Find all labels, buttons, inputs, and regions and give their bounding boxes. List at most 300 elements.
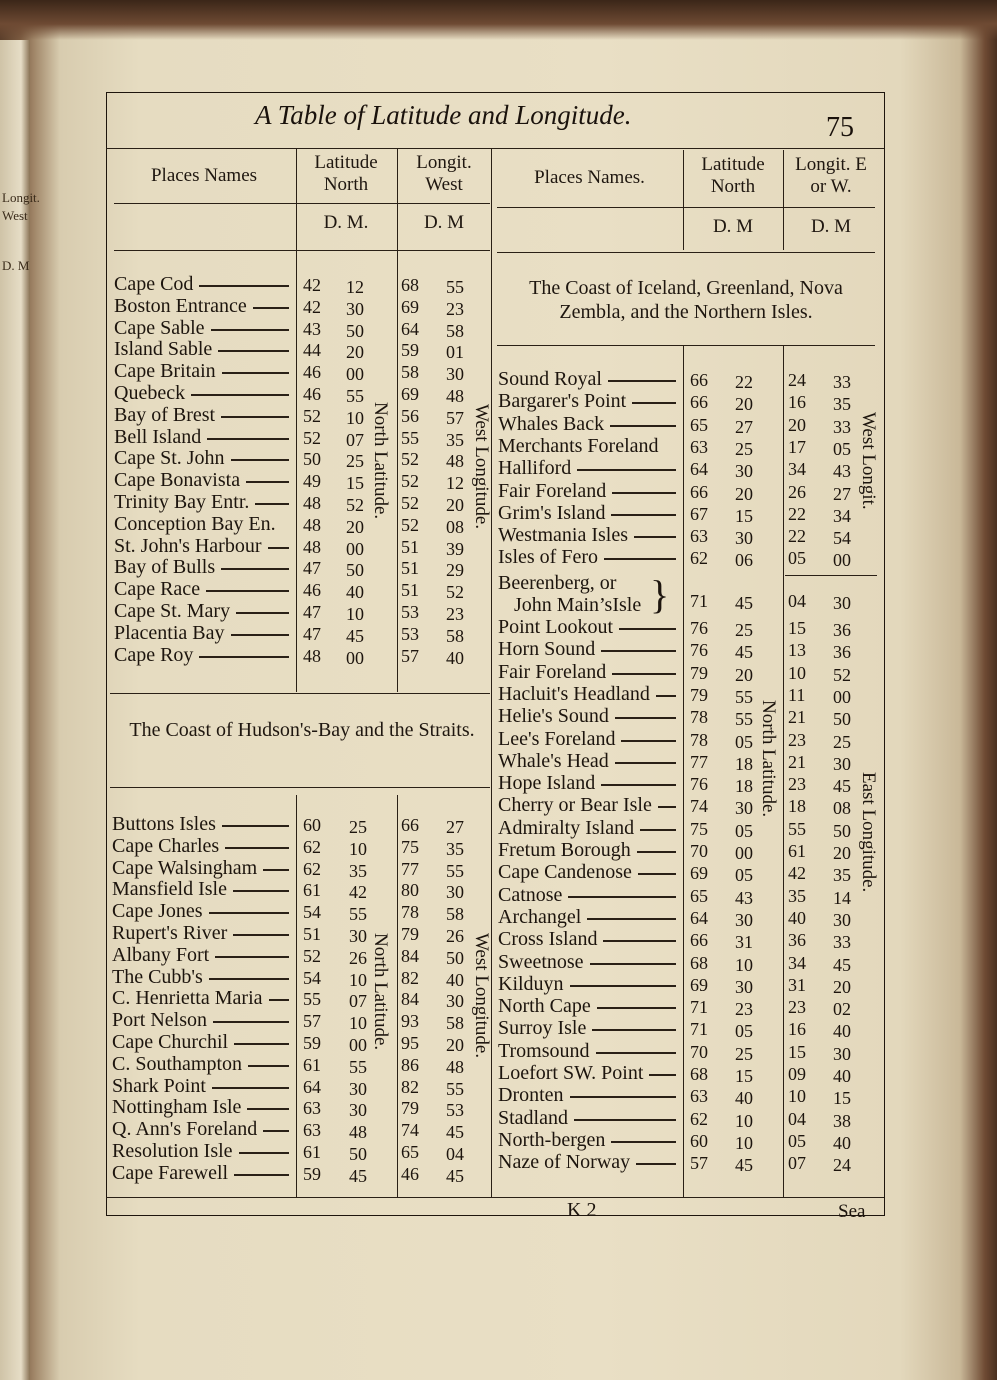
longitude-degrees: 79 <box>401 924 419 944</box>
leader-dash <box>597 1007 676 1009</box>
facing-page-label: D. M <box>2 258 30 273</box>
longitude-degrees: 34 <box>788 459 806 480</box>
longitude-degrees: 64 <box>401 318 419 339</box>
longitude-minutes: 36 <box>833 620 851 640</box>
latitude-degrees: 61 <box>303 880 321 901</box>
place-name: Bargarer's Point <box>498 390 627 413</box>
longitude-degrees: 20 <box>788 414 806 435</box>
place-name: Sound Royal <box>498 368 602 390</box>
leader-dash <box>568 896 676 898</box>
latitude-minutes: 18 <box>735 776 753 797</box>
latitude-degrees: 78 <box>690 729 708 750</box>
latitude-degrees: 67 <box>690 503 708 524</box>
place-name: Hacluit's Headland <box>498 682 650 705</box>
longitude-degrees: 52 <box>401 514 419 535</box>
longitude-minutes: 20 <box>833 843 851 863</box>
latitude-degrees: 71 <box>690 591 708 611</box>
longitude-degrees: 46 <box>401 1163 419 1184</box>
latitude-degrees: 65 <box>690 885 708 906</box>
longitude-degrees: 05 <box>788 1130 806 1151</box>
latitude-minutes: 05 <box>735 865 753 886</box>
rule <box>114 203 490 204</box>
latitude-minutes: 06 <box>735 550 753 571</box>
latitude-degrees: 59 <box>303 1033 321 1053</box>
place-name: Loefort SW. Point <box>498 1062 644 1084</box>
longitude-minutes: 24 <box>833 1155 851 1176</box>
place-name: Conception Bay En. <box>114 512 276 535</box>
longitude-minutes: 30 <box>833 1043 851 1064</box>
longitude-minutes: 35 <box>446 429 464 450</box>
leader-dash <box>234 1174 289 1176</box>
latitude-degrees: 78 <box>690 707 708 728</box>
latitude-degrees: 68 <box>690 952 708 973</box>
latitude-minutes: 07 <box>346 429 364 450</box>
section-heading-iceland: The Coast of Iceland, Greenland, Nova Zembla, and the Northern Isles. <box>529 277 843 323</box>
place-name: Bell Island <box>114 425 202 448</box>
place-name: Rupert's River <box>112 922 228 944</box>
leader-dash <box>269 999 290 1001</box>
latitude-degrees: 71 <box>690 1019 708 1040</box>
rule <box>785 575 877 576</box>
leader-dash <box>206 590 289 592</box>
place-name: North Cape <box>498 995 591 1018</box>
latitude-minutes: 55 <box>349 904 367 925</box>
place-name: Cape Cod <box>114 273 194 295</box>
place-name: Horn Sound <box>498 638 596 661</box>
longitude-minutes: 57 <box>446 407 464 428</box>
longitude-minutes: 33 <box>833 932 851 953</box>
latitude-degrees: 42 <box>303 275 321 295</box>
latitude-degrees: 77 <box>690 751 708 772</box>
longitude-degrees: 53 <box>401 623 419 644</box>
place-name: Surroy Isle <box>498 1017 587 1040</box>
longitude-minutes: 35 <box>833 865 851 886</box>
longitude-degrees: 61 <box>788 841 806 861</box>
latitude-degrees: 54 <box>303 902 321 923</box>
latitude-minutes: 30 <box>349 1078 367 1099</box>
place-name: Bay of Brest <box>114 403 216 426</box>
leader-dash <box>640 829 676 831</box>
latitude-degrees: 47 <box>303 558 321 579</box>
leader-dash <box>225 847 289 849</box>
latitude-minutes: 10 <box>346 604 364 624</box>
place-name: North-bergen <box>498 1128 606 1151</box>
place-name: Admiralty Island <box>498 816 635 839</box>
latitude-degrees: 46 <box>303 384 321 404</box>
place-name: Cape Sable <box>114 316 205 339</box>
vertical-label-west-longitude: West Longitude. <box>471 404 492 530</box>
leader-dash <box>231 459 289 461</box>
longitude-degrees: 23 <box>788 729 806 750</box>
column-rule <box>683 150 684 250</box>
longitude-minutes: 23 <box>446 604 464 624</box>
leader-dash <box>632 402 676 404</box>
longitude-degrees: 05 <box>788 548 806 569</box>
longitude-degrees: 35 <box>788 885 806 906</box>
place-name: Dronten <box>498 1084 564 1107</box>
longitude-minutes: 14 <box>833 887 851 908</box>
leader-dash <box>253 307 289 309</box>
longitude-minutes: 43 <box>833 461 851 482</box>
place-name: Cape Roy <box>114 643 194 666</box>
latitude-degrees: 43 <box>303 318 321 339</box>
leader-dash <box>231 634 289 636</box>
latitude-degrees: 66 <box>690 481 708 502</box>
latitude-degrees: 60 <box>303 815 321 835</box>
place-name: Cape Race <box>114 578 201 601</box>
place-name: C. Southampton <box>112 1052 243 1075</box>
latitude-degrees: 50 <box>303 449 321 470</box>
place-name: St. John's Harbour <box>114 534 262 557</box>
leader-dash <box>222 825 289 827</box>
column-rule <box>296 795 297 1197</box>
longitude-degrees: 78 <box>401 902 419 923</box>
place-name: Cape St. Mary <box>114 600 231 622</box>
longitude-minutes: 27 <box>446 817 464 837</box>
latitude-minutes: 25 <box>346 451 364 472</box>
latitude-degrees: 60 <box>690 1130 708 1151</box>
column-rule <box>397 795 398 1197</box>
rule <box>497 252 875 253</box>
latitude-degrees: 62 <box>690 548 708 569</box>
latitude-degrees: 74 <box>690 796 708 817</box>
leader-dash <box>215 956 289 958</box>
place-name: Westmania Isles <box>498 524 629 547</box>
longitude-minutes: 40 <box>446 969 464 990</box>
leader-dash <box>212 1087 289 1089</box>
longitude-minutes: 34 <box>833 505 851 526</box>
place-name: Cape Bonavista <box>114 469 241 492</box>
place-name: Cape Britain <box>114 360 216 383</box>
page-number: 75 <box>826 112 854 143</box>
longitude-degrees: 68 <box>401 275 419 295</box>
longitude-degrees: 95 <box>401 1033 419 1053</box>
place-name: Tromsound <box>498 1039 590 1062</box>
leader-dash <box>263 869 289 871</box>
latitude-minutes: 15 <box>735 505 753 526</box>
longitude-degrees: 15 <box>788 1041 806 1062</box>
latitude-degrees: 47 <box>303 623 321 644</box>
vertical-label-north-latitude: North Latitude. <box>370 402 391 520</box>
longitude-minutes: 52 <box>446 582 464 603</box>
place-name: Cherry or Bear Isle <box>498 794 652 817</box>
leader-dash <box>209 978 289 980</box>
place-name: Cape Churchil <box>112 1031 229 1053</box>
longitude-degrees: 16 <box>788 392 806 413</box>
latitude-minutes: 15 <box>735 1066 753 1086</box>
latitude-minutes: 45 <box>735 1155 753 1176</box>
latitude-degrees: 64 <box>303 1076 321 1097</box>
longitude-degrees: 23 <box>788 774 806 795</box>
column-rule <box>783 345 784 1197</box>
place-name: Cross Island <box>498 928 598 951</box>
latitude-minutes: 10 <box>735 1132 753 1153</box>
longitude-degrees: 53 <box>401 602 419 622</box>
longitude-degrees: 84 <box>401 945 419 966</box>
latitude-degrees: 48 <box>303 645 321 666</box>
latitude-minutes: 20 <box>735 664 753 685</box>
leader-dash <box>207 438 289 440</box>
latitude-minutes: 26 <box>349 947 367 968</box>
latitude-degrees: 46 <box>303 362 321 383</box>
leader-dash <box>199 285 289 287</box>
latitude-minutes: 25 <box>735 1043 753 1064</box>
longitude-degrees: 82 <box>401 967 419 988</box>
vertical-label-east-longitude: East Longitude. <box>858 772 879 893</box>
leader-dash <box>634 536 676 538</box>
longitude-degrees: 59 <box>401 340 419 361</box>
latitude-degrees: 69 <box>690 974 708 995</box>
latitude-degrees: 64 <box>690 459 708 480</box>
latitude-minutes: 45 <box>735 593 753 613</box>
longitude-degrees: 56 <box>401 405 419 426</box>
latitude-minutes: 30 <box>735 909 753 930</box>
place-name: Cape Jones <box>112 900 203 923</box>
rule <box>106 148 884 149</box>
latitude-minutes: 45 <box>349 1165 367 1186</box>
place-name: Archangel <box>498 905 582 928</box>
latitude-degrees: 63 <box>303 1120 321 1141</box>
leader-dash <box>587 918 676 920</box>
latitude-degrees: 76 <box>690 618 708 638</box>
latitude-minutes: 30 <box>735 798 753 819</box>
longitude-minutes: 55 <box>446 277 464 297</box>
longitude-degrees: 58 <box>401 362 419 383</box>
longitude-minutes: 30 <box>446 882 464 903</box>
latitude-degrees: 48 <box>303 514 321 535</box>
latitude-minutes: 30 <box>735 528 753 549</box>
leader-dash <box>236 612 289 614</box>
longitude-minutes: 48 <box>446 451 464 472</box>
leader-dash <box>247 1108 289 1110</box>
longitude-degrees: 40 <box>788 907 806 928</box>
header-dm: D. M <box>712 216 754 237</box>
longitude-minutes: 35 <box>446 838 464 859</box>
longitude-degrees: 23 <box>788 997 806 1018</box>
latitude-degrees: 52 <box>303 427 321 448</box>
leader-dash <box>658 806 676 808</box>
latitude-minutes: 05 <box>735 731 753 752</box>
longitude-degrees: 52 <box>401 449 419 470</box>
longitude-degrees: 13 <box>788 640 806 661</box>
place-name: Shark Point <box>112 1074 206 1097</box>
longitude-minutes: 02 <box>833 999 851 1020</box>
longitude-degrees: 09 <box>788 1064 806 1084</box>
leader-dash <box>621 740 676 742</box>
header-dm: D. M <box>810 216 852 237</box>
leader-dash <box>263 1130 289 1132</box>
longitude-degrees: 34 <box>788 952 806 973</box>
leader-dash <box>199 656 289 658</box>
header-dm: D. M. <box>323 212 369 233</box>
longitude-minutes: 27 <box>833 483 851 504</box>
vertical-label-north-latitude: North Latitude. <box>370 933 391 1051</box>
column-rule <box>683 345 684 1197</box>
place-name: Helie's Sound <box>498 705 609 728</box>
latitude-minutes: 15 <box>346 473 364 494</box>
latitude-degrees: 65 <box>690 414 708 435</box>
longitude-minutes: 30 <box>446 364 464 385</box>
latitude-degrees: 52 <box>303 405 321 426</box>
leader-dash <box>608 380 676 382</box>
header-longitude: Longit. E or W. <box>795 154 867 197</box>
latitude-minutes: 20 <box>346 342 364 363</box>
place-name: Merchants Foreland <box>498 434 659 457</box>
latitude-minutes: 00 <box>735 843 753 863</box>
header-latitude: Latitude North <box>314 152 378 195</box>
vertical-label-west-longitude: West Longitude. <box>471 933 492 1059</box>
latitude-degrees: 69 <box>690 863 708 884</box>
longitude-degrees: 10 <box>788 662 806 683</box>
place-name: Island Sable <box>114 338 213 361</box>
leader-dash <box>612 492 676 494</box>
longitude-degrees: 84 <box>401 989 419 1010</box>
latitude-degrees: 55 <box>303 989 321 1010</box>
latitude-minutes: 45 <box>735 642 753 663</box>
longitude-minutes: 25 <box>833 731 851 752</box>
longitude-minutes: 29 <box>446 560 464 581</box>
latitude-degrees: 61 <box>303 1054 321 1075</box>
rule <box>497 345 875 346</box>
latitude-minutes: 30 <box>735 461 753 482</box>
latitude-minutes: 07 <box>349 991 367 1012</box>
latitude-degrees: 42 <box>303 296 321 317</box>
leader-dash <box>570 1096 676 1098</box>
longitude-minutes: 40 <box>833 1066 851 1086</box>
latitude-degrees: 51 <box>303 924 321 944</box>
leader-dash <box>637 851 676 853</box>
latitude-minutes: 10 <box>349 1013 367 1034</box>
latitude-minutes: 52 <box>346 495 364 515</box>
place-name: Grim's Island <box>498 501 606 524</box>
latitude-degrees: 75 <box>690 818 708 839</box>
longitude-minutes: 58 <box>446 1013 464 1034</box>
longitude-minutes: 35 <box>833 394 851 415</box>
leader-dash <box>577 469 676 471</box>
latitude-minutes: 05 <box>735 1021 753 1042</box>
longitude-minutes: 58 <box>446 320 464 341</box>
latitude-degrees: 70 <box>690 841 708 861</box>
place-name: Halliford <box>498 457 572 480</box>
latitude-minutes: 50 <box>346 320 364 341</box>
place-name: Cape Farewell <box>112 1161 229 1184</box>
longitude-degrees: 04 <box>788 591 806 611</box>
longitude-degrees: 04 <box>788 1108 806 1129</box>
latitude-minutes: 50 <box>349 1144 367 1164</box>
latitude-minutes: 45 <box>346 625 364 646</box>
column-rule <box>397 148 398 692</box>
place-name: Quebeck <box>114 382 186 404</box>
place-name: Cape Charles <box>112 834 220 857</box>
latitude-degrees: 48 <box>303 493 321 513</box>
longitude-degrees: 82 <box>401 1076 419 1097</box>
longitude-minutes: 33 <box>833 416 851 437</box>
latitude-degrees: 47 <box>303 602 321 622</box>
longitude-minutes: 08 <box>833 798 851 819</box>
longitude-degrees: 55 <box>401 427 419 448</box>
longitude-degrees: 26 <box>788 481 806 502</box>
vertical-label-west-longit: West Longit. <box>858 412 879 510</box>
latitude-minutes: 55 <box>349 1056 367 1077</box>
latitude-minutes: 43 <box>735 887 753 908</box>
latitude-degrees: 46 <box>303 580 321 601</box>
longitude-minutes: 52 <box>833 664 851 685</box>
leader-dash <box>612 673 676 675</box>
latitude-minutes: 00 <box>346 364 364 385</box>
latitude-degrees: 62 <box>690 1108 708 1129</box>
rule <box>110 693 490 694</box>
latitude-minutes: 25 <box>349 817 367 837</box>
longitude-degrees: 31 <box>788 974 806 995</box>
leader-dash <box>649 1074 676 1076</box>
longitude-degrees: 11 <box>788 684 806 705</box>
leader-dash <box>222 372 289 374</box>
longitude-minutes: 55 <box>446 860 464 881</box>
place-name: Beerenberg, or <box>498 572 617 594</box>
leader-dash <box>604 558 676 560</box>
leader-dash <box>570 985 676 987</box>
signature-mark: K 2 <box>567 1199 597 1221</box>
latitude-minutes: 20 <box>735 394 753 415</box>
latitude-minutes: 00 <box>346 538 364 559</box>
place-name: Boston Entrance <box>114 294 247 317</box>
latitude-minutes: 05 <box>735 820 753 841</box>
place-name: Kilduyn <box>498 972 564 995</box>
longitude-minutes: 30 <box>833 593 851 613</box>
longitude-degrees: 52 <box>401 471 419 492</box>
leader-dash <box>268 547 290 549</box>
longitude-minutes: 39 <box>446 538 464 559</box>
latitude-degrees: 52 <box>303 945 321 966</box>
header-places: Places Names <box>150 165 258 186</box>
leader-dash <box>596 1052 676 1054</box>
longitude-minutes: 01 <box>446 342 464 363</box>
longitude-minutes: 53 <box>446 1100 464 1121</box>
leader-dash <box>246 481 289 483</box>
longitude-degrees: 18 <box>788 796 806 817</box>
place-name: Fair Foreland <box>498 479 607 502</box>
longitude-degrees: 74 <box>401 1120 419 1141</box>
longitude-degrees: 07 <box>788 1153 806 1174</box>
longitude-minutes: 20 <box>446 495 464 515</box>
place-name: Hope Island <box>498 772 596 795</box>
longitude-minutes: 15 <box>833 1088 851 1109</box>
latitude-minutes: 00 <box>349 1035 367 1055</box>
longitude-degrees: 21 <box>788 751 806 772</box>
latitude-minutes: 23 <box>735 999 753 1020</box>
longitude-degrees: 15 <box>788 618 806 638</box>
longitude-degrees: 69 <box>401 384 419 404</box>
section-heading-hudson: The Coast of Hudson's-Bay and the Straits. <box>129 719 475 741</box>
latitude-degrees: 57 <box>303 1011 321 1032</box>
latitude-degrees: 79 <box>690 662 708 683</box>
latitude-minutes: 30 <box>735 976 753 997</box>
leader-dash <box>611 514 676 516</box>
leader-dash <box>619 628 676 630</box>
header-latitude: Latitude North <box>701 154 765 197</box>
latitude-minutes: 31 <box>735 932 753 953</box>
longitude-minutes: 45 <box>446 1122 464 1143</box>
place-name: Whales Back <box>498 412 605 435</box>
longitude-degrees: 77 <box>401 858 419 879</box>
latitude-minutes: 25 <box>735 438 753 459</box>
longitude-minutes: 40 <box>446 647 464 668</box>
latitude-degrees: 62 <box>303 858 321 879</box>
latitude-minutes: 27 <box>735 416 753 437</box>
leader-dash <box>233 934 289 936</box>
vertical-label-north-latitude: North Latitude. <box>758 700 779 818</box>
place-name: Trinity Bay Entr. <box>114 491 250 513</box>
